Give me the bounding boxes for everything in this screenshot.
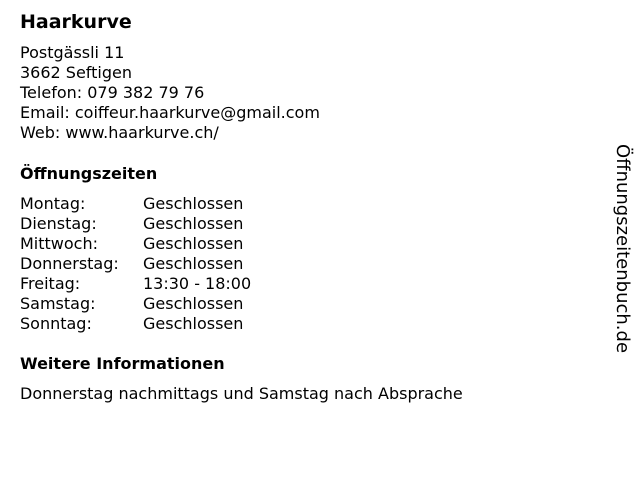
street-address: Postgässli 11	[20, 43, 125, 62]
brand-label	[604, 134, 640, 364]
hours-time: Geschlossen	[143, 214, 244, 233]
contact-block	[20, 43, 320, 143]
hours-table	[20, 194, 251, 334]
hours-row	[20, 194, 251, 214]
hours-day: Freitag:	[20, 274, 81, 293]
hours-time: Geschlossen	[143, 234, 244, 253]
hours-row	[20, 274, 251, 294]
hours-row	[20, 214, 251, 234]
brand-text: Öffnungszeitenbuch.de	[612, 144, 633, 354]
hours-day: Donnerstag:	[20, 254, 119, 273]
hours-time: Geschlossen	[143, 314, 244, 333]
hours-row	[20, 254, 251, 274]
hours-row	[20, 294, 251, 314]
phone-number: Telefon: 079 382 79 76	[20, 83, 205, 102]
business-name: Haarkurve	[20, 11, 132, 33]
hours-row	[20, 234, 251, 254]
hours-time: Geschlossen	[143, 254, 244, 273]
hours-day: Dienstag:	[20, 214, 97, 233]
hours-time: 13:30 - 18:00	[143, 274, 252, 293]
info-heading: Weitere Informationen	[20, 354, 225, 373]
info-text: Donnerstag nachmittags und Samstag nach Absprache	[20, 384, 463, 403]
hours-day: Sonntag:	[20, 314, 92, 333]
hours-day: Montag:	[20, 194, 86, 213]
hours-row	[20, 314, 251, 334]
hours-day: Samstag:	[20, 294, 96, 313]
email-address: Email: coiffeur.haarkurve@gmail.com	[20, 103, 320, 122]
hours-time: Geschlossen	[143, 294, 244, 313]
city-address: 3662 Seftigen	[20, 63, 133, 82]
hours-day: Mittwoch:	[20, 234, 98, 253]
hours-heading: Öffnungszeiten	[20, 164, 158, 183]
hours-time: Geschlossen	[143, 194, 244, 213]
website-address: Web: www.haarkurve.ch/	[20, 123, 219, 142]
